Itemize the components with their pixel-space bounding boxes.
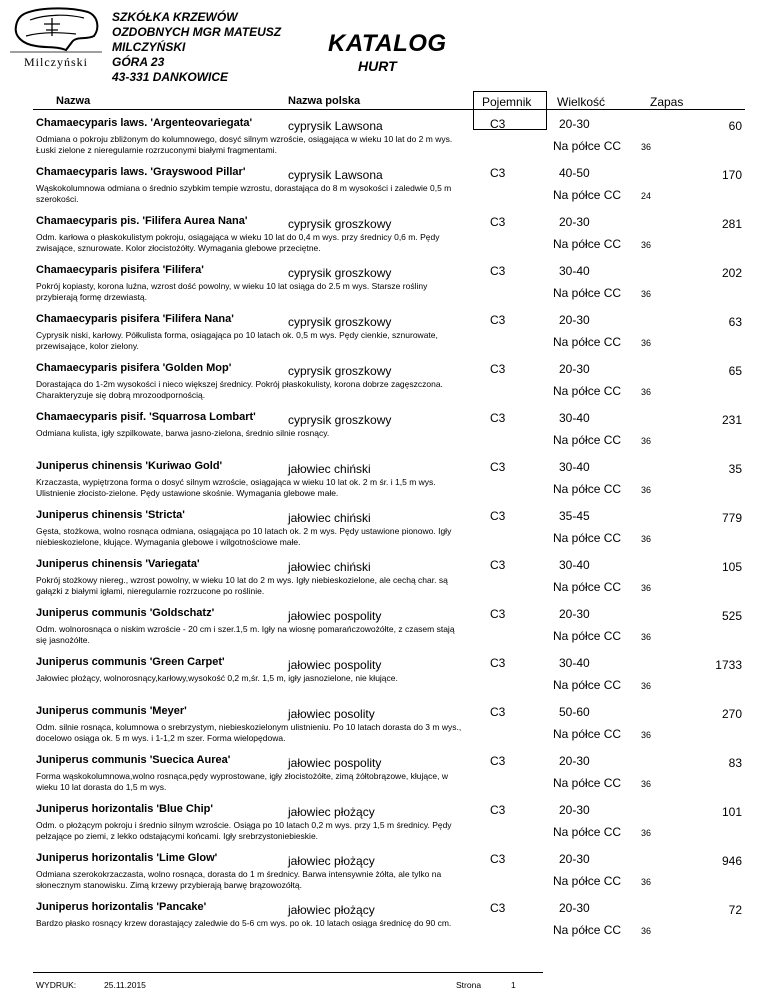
plant-container: C3 bbox=[490, 656, 506, 670]
shelf-count: 36 bbox=[641, 142, 652, 152]
plant-polish-name: cyprysik groszkowy bbox=[288, 217, 392, 231]
shelf-label: Na półce CC bbox=[553, 139, 622, 153]
plant-size: 20-30 bbox=[559, 901, 590, 915]
shelf-label: Na półce CC bbox=[553, 482, 622, 496]
plant-stock: 83 bbox=[728, 756, 742, 770]
plant-name: Juniperus horizontalis 'Lime Glow' bbox=[36, 852, 218, 864]
shelf-count: 36 bbox=[641, 730, 652, 740]
plant-name: Chamaecyparis pisifera 'Filifera' bbox=[36, 264, 204, 276]
plant-polish-name: jałowiec płożący bbox=[288, 854, 375, 868]
plant-description: Pokrój kopiasty, korona luźna, wzrost dość powolny, w wieku 10 lat osiąga do 2.5 m wys. Starsze rośliny przybierają formę drzewiastą. bbox=[36, 281, 428, 302]
shelf-count: 36 bbox=[641, 926, 652, 936]
plant-container: C3 bbox=[490, 607, 506, 621]
plant-name: Chamaecyparis pisifera 'Filifera Nana' bbox=[36, 313, 234, 325]
plant-stock: 231 bbox=[721, 413, 742, 427]
plant-name: Chamaecyparis pisif. 'Squarrosa Lombart' bbox=[36, 411, 256, 423]
plant-size: 30-40 bbox=[559, 411, 590, 425]
shelf-count: 36 bbox=[641, 583, 652, 593]
list-item bbox=[0, 847, 768, 896]
plant-stock: 101 bbox=[721, 805, 742, 819]
plant-container: C3 bbox=[490, 362, 506, 376]
plant-size: 20-30 bbox=[559, 362, 590, 376]
plant-name: Chamaecyparis laws. 'Grayswood Pillar' bbox=[36, 166, 246, 178]
plant-name: Chamaecyparis pis. 'Filifera Aurea Nana' bbox=[36, 215, 248, 227]
list-item bbox=[0, 308, 768, 357]
plant-stock: 60 bbox=[728, 119, 742, 133]
list-item bbox=[0, 553, 768, 602]
list-item bbox=[0, 259, 768, 308]
company-line: 43-331 DANKOWICE bbox=[112, 70, 229, 84]
shelf-label: Na półce CC bbox=[553, 923, 622, 937]
shelf-label: Na półce CC bbox=[553, 776, 622, 790]
plant-container: C3 bbox=[490, 166, 506, 180]
plant-name: Juniperus chinensis 'Kuriwao Gold' bbox=[36, 460, 223, 472]
list-item bbox=[0, 161, 768, 210]
shelf-count: 36 bbox=[641, 338, 652, 348]
shelf-label: Na półce CC bbox=[553, 433, 622, 447]
plant-description: Odmiana kulista, igły szpilkowate, barwa jasno-zielona, średnio silnie rosnący. bbox=[36, 428, 330, 438]
shelf-count: 36 bbox=[641, 387, 652, 397]
plant-description: Pokrój stożkowy niereg., wzrost powolny, w wieku 10 lat do 2 m wys. Igły niebieskozielone, ale cechą char. są gałązki z białymi igłami, nieregularnie rozrzucone po roślinie. bbox=[36, 575, 448, 596]
footer-date: 25.11.2015 bbox=[104, 980, 146, 990]
list-item bbox=[0, 602, 768, 651]
footer-printed-label: WYDRUK: bbox=[36, 980, 77, 990]
plant-size: 40-50 bbox=[559, 166, 590, 180]
plant-size: 50-60 bbox=[559, 705, 590, 719]
plant-description: Odm. silnie rosnąca, kolumnowa o srebrzystym, niebieskozielonym ulistnieniu. Po 10 latach dorasta do 3 m wys., docelowo osiąga ok. 5 m wys. i 1-1,2 m szer. Forma wielopędowa. bbox=[36, 722, 462, 743]
plant-polish-name: jałowiec pospolity bbox=[288, 756, 382, 770]
plant-size: 30-40 bbox=[559, 264, 590, 278]
shelf-count: 24 bbox=[641, 191, 652, 201]
shelf-label: Na półce CC bbox=[553, 629, 622, 643]
plant-container: C3 bbox=[490, 460, 506, 474]
list-item bbox=[0, 749, 768, 798]
plant-name: Juniperus communis 'Green Carpet' bbox=[36, 656, 225, 668]
shelf-label: Na półce CC bbox=[553, 874, 622, 888]
shelf-label: Na półce CC bbox=[553, 727, 622, 741]
footer-page-label: Strona bbox=[456, 980, 482, 990]
shelf-label: Na półce CC bbox=[553, 678, 622, 692]
plant-stock: 779 bbox=[721, 511, 742, 525]
plant-polish-name: cyprysik Lawsona bbox=[288, 119, 383, 133]
plant-description: Jałowiec płożący, wolnorosnący,karłowy,wysokość 0,2 m,śr. 1,5 m, igły jasnozielone, nie kłujące. bbox=[36, 673, 398, 683]
plant-name: Juniperus communis 'Meyer' bbox=[36, 705, 187, 717]
plant-stock: 35 bbox=[728, 462, 742, 476]
list-item bbox=[0, 798, 768, 847]
shelf-count: 36 bbox=[641, 240, 652, 250]
list-item bbox=[0, 651, 768, 700]
page-subtitle: HURT bbox=[358, 58, 397, 74]
plant-name: Juniperus horizontalis 'Pancake' bbox=[36, 901, 207, 913]
plant-size: 20-30 bbox=[559, 215, 590, 229]
shelf-label: Na półce CC bbox=[553, 825, 622, 839]
list-item bbox=[0, 210, 768, 259]
col-header-stock: Zapas bbox=[650, 95, 684, 109]
plant-stock: 281 bbox=[721, 217, 742, 231]
plant-name: Juniperus communis 'Suecica Aurea' bbox=[36, 754, 231, 766]
shelf-count: 36 bbox=[641, 289, 652, 299]
plant-container: C3 bbox=[490, 754, 506, 768]
list-item bbox=[0, 455, 768, 504]
plant-description: Odm. o płożącym pokroju i średnio silnym wzroście. Osiąga po 10 latach 0,2 m wys. przy 1,5 m średnicy. Pędy pełzające po ziemi, z lekko odstającymi końcami. Igły srebrzystoniebieskie. bbox=[36, 820, 452, 841]
plant-container: C3 bbox=[490, 901, 506, 915]
plant-polish-name: jałowiec płożący bbox=[288, 805, 375, 819]
plant-container: C3 bbox=[490, 509, 506, 523]
plant-container: C3 bbox=[490, 558, 506, 572]
plant-name: Chamaecyparis pisifera 'Golden Mop' bbox=[36, 362, 232, 374]
company-logo bbox=[6, 6, 106, 72]
company-line: OZDOBNYCH MGR MATEUSZ bbox=[112, 25, 282, 39]
plant-polish-name: cyprysik groszkowy bbox=[288, 315, 392, 329]
shelf-count: 36 bbox=[641, 485, 652, 495]
plant-polish-name: jałowiec pospolity bbox=[288, 658, 382, 672]
shelf-count: 36 bbox=[641, 877, 652, 887]
col-header-container: Pojemnik bbox=[482, 95, 532, 109]
company-address bbox=[112, 10, 281, 85]
plant-description: Odm. wolnorosnąca o niskim wzroście - 20 cm i szer.1,5 m. Igły na wiosnę pomarańczowożółte, z czasem stają się jasnożółte. bbox=[36, 624, 455, 645]
plant-polish-name: jałowiec chiński bbox=[288, 560, 371, 574]
plant-stock: 202 bbox=[721, 266, 742, 280]
plant-polish-name: jałowiec pospolity bbox=[288, 609, 382, 623]
shelf-label: Na półce CC bbox=[553, 188, 622, 202]
company-line: MILCZYŃSKI bbox=[112, 40, 186, 54]
plant-stock: 170 bbox=[721, 168, 742, 182]
plant-size: 20-30 bbox=[559, 607, 590, 621]
plant-size: 20-30 bbox=[559, 852, 590, 866]
plant-size: 20-30 bbox=[559, 117, 590, 131]
shelf-label: Na półce CC bbox=[553, 531, 622, 545]
shelf-label: Na półce CC bbox=[553, 384, 622, 398]
shelf-count: 36 bbox=[641, 534, 652, 544]
header-divider bbox=[33, 109, 745, 110]
shelf-count: 36 bbox=[641, 681, 652, 691]
svg-text:Milczyński: Milczyński bbox=[24, 55, 88, 69]
plant-description: Krzaczasta, wypiętrzona forma o dosyć silnym wzroście, osiągająca w wieku 10 lat ok. 2 m śr. i 1,5 m wys. Ulistnienie złocisto-zielone. Pędy ustawione skośnie. Wymagania glebowe małe. bbox=[36, 477, 436, 498]
plant-polish-name: cyprysik Lawsona bbox=[288, 168, 383, 182]
shelf-count: 36 bbox=[641, 779, 652, 789]
plant-description: Odmiana o pokroju zbliżonym do kolumnowego, dosyć silnym wzroście, osiągająca w wieku 10 lat do 2 m wys. Łuski zielone z nieregularnie rozrzuconymi białymi fragmentami. bbox=[36, 134, 453, 155]
plant-stock: 270 bbox=[721, 707, 742, 721]
plant-size: 20-30 bbox=[559, 803, 590, 817]
list-item bbox=[0, 700, 768, 749]
shelf-count: 36 bbox=[641, 436, 652, 446]
plant-description: Odm. karłowa o płaskokulistym pokroju, osiągająca w wieku 10 lat do 0,4 m wys. przy średnicy 0,6 m. Pędy zwisające, sznurowate. Kolor złocistożółty. Wymagania glebowe przeciętne. bbox=[36, 232, 440, 253]
col-header-size: Wielkość bbox=[557, 95, 606, 109]
plant-polish-name: jałowiec chiński bbox=[288, 511, 371, 525]
shelf-count: 36 bbox=[641, 828, 652, 838]
plant-description: Odmiana szerokokrzaczasta, wolno rosnąca, dorasta do 1 m średnicy. Barwa intensywnie żółta, ale tylko na słonecznym stanowisku. Zimą krzewy przybierają barwę brązowozółtą. bbox=[36, 869, 442, 890]
plant-description: Bardzo płasko rosnący krzew dorastający zaledwie do 5-6 cm wys. po ok. 10 latach osiąga średnicę do 90 cm. bbox=[36, 918, 452, 928]
plant-stock: 1733 bbox=[715, 658, 742, 672]
plant-stock: 525 bbox=[721, 609, 742, 623]
plant-polish-name: cyprysik groszkowy bbox=[288, 413, 392, 427]
plant-size: 35-45 bbox=[559, 509, 590, 523]
footer-divider bbox=[33, 972, 543, 973]
plant-description: Forma wąskokolumnowa,wolno rosnąca,pędy wyprostowane, igły złocistożółte, zimą żółtobrązowe, kłujące, w wieku 10 lat dorasta do 1,5 m wys. bbox=[36, 771, 448, 792]
plant-name: Chamaecyparis laws. 'Argenteovariegata' bbox=[36, 117, 253, 129]
plant-stock: 65 bbox=[728, 364, 742, 378]
plant-container: C3 bbox=[490, 215, 506, 229]
plant-container: C3 bbox=[490, 117, 506, 131]
plant-size: 20-30 bbox=[559, 754, 590, 768]
shelf-label: Na półce CC bbox=[553, 286, 622, 300]
plant-description: Cyprysik niski, karłowy. Półkulista forma, osiągająca po 10 latach ok. 0,5 m wys. Pędy cienkie, sznurowate, przewisające, kolor zielony. bbox=[36, 330, 438, 351]
plant-container: C3 bbox=[490, 264, 506, 278]
plant-polish-name: jałowiec posolity bbox=[288, 707, 375, 721]
plant-polish-name: jałowiec chiński bbox=[288, 462, 371, 476]
plant-stock: 105 bbox=[721, 560, 742, 574]
plant-name: Juniperus chinensis 'Stricta' bbox=[36, 509, 185, 521]
plant-polish-name: jałowiec płożący bbox=[288, 903, 375, 917]
plant-stock: 72 bbox=[728, 903, 742, 917]
company-line: SZKÓŁKA KRZEWÓW bbox=[112, 10, 238, 24]
plant-polish-name: cyprysik groszkowy bbox=[288, 364, 392, 378]
plant-container: C3 bbox=[490, 705, 506, 719]
plant-size: 20-30 bbox=[559, 313, 590, 327]
plant-size: 30-40 bbox=[559, 656, 590, 670]
plant-stock: 63 bbox=[728, 315, 742, 329]
plant-container: C3 bbox=[490, 313, 506, 327]
footer-page-number: 1 bbox=[511, 980, 516, 990]
company-line: GÓRA 23 bbox=[112, 55, 165, 69]
plant-description: Wąskokolumnowa odmiana o średnio szybkim tempie wzrostu, dorastająca do 8 m wysokości i zaledwie 0,5 m szerokości. bbox=[36, 183, 452, 204]
plant-name: Juniperus communis 'Goldschatz' bbox=[36, 607, 215, 619]
list-item bbox=[0, 357, 768, 406]
page-title: KATALOG bbox=[328, 30, 447, 57]
plant-description: Dorastająca do 1-2m wysokości i nieco większej średnicy. Pokrój płaskokulisty, korona dobrze zagęszczona. Charakteryzuje się dobrą mrozoodpornością. bbox=[36, 379, 443, 400]
plant-container: C3 bbox=[490, 411, 506, 425]
plant-stock: 946 bbox=[721, 854, 742, 868]
plant-size: 30-40 bbox=[559, 460, 590, 474]
list-item bbox=[0, 896, 768, 945]
plant-container: C3 bbox=[490, 852, 506, 866]
plant-size: 30-40 bbox=[559, 558, 590, 572]
list-item bbox=[0, 112, 768, 161]
list-item bbox=[0, 406, 768, 455]
shelf-count: 36 bbox=[641, 632, 652, 642]
shelf-label: Na półce CC bbox=[553, 580, 622, 594]
shelf-label: Na półce CC bbox=[553, 335, 622, 349]
plant-name: Juniperus chinensis 'Variegata' bbox=[36, 558, 200, 570]
col-header-name: Nazwa bbox=[56, 95, 91, 107]
plant-description: Gęsta, stożkowa, wolno rosnąca odmiana, osiągająca po 10 latach ok. 2 m wys. Pędy ustawione pionowo. Igły niebieskozielone, kłujące. Wymagania glebowe i wilgotnościowe małe. bbox=[36, 526, 452, 547]
plant-name: Juniperus horizontalis 'Blue Chip' bbox=[36, 803, 213, 815]
plant-container: C3 bbox=[490, 803, 506, 817]
shelf-label: Na półce CC bbox=[553, 237, 622, 251]
list-item bbox=[0, 504, 768, 553]
plant-polish-name: cyprysik groszkowy bbox=[288, 266, 392, 280]
col-header-polish: Nazwa polska bbox=[288, 95, 361, 107]
